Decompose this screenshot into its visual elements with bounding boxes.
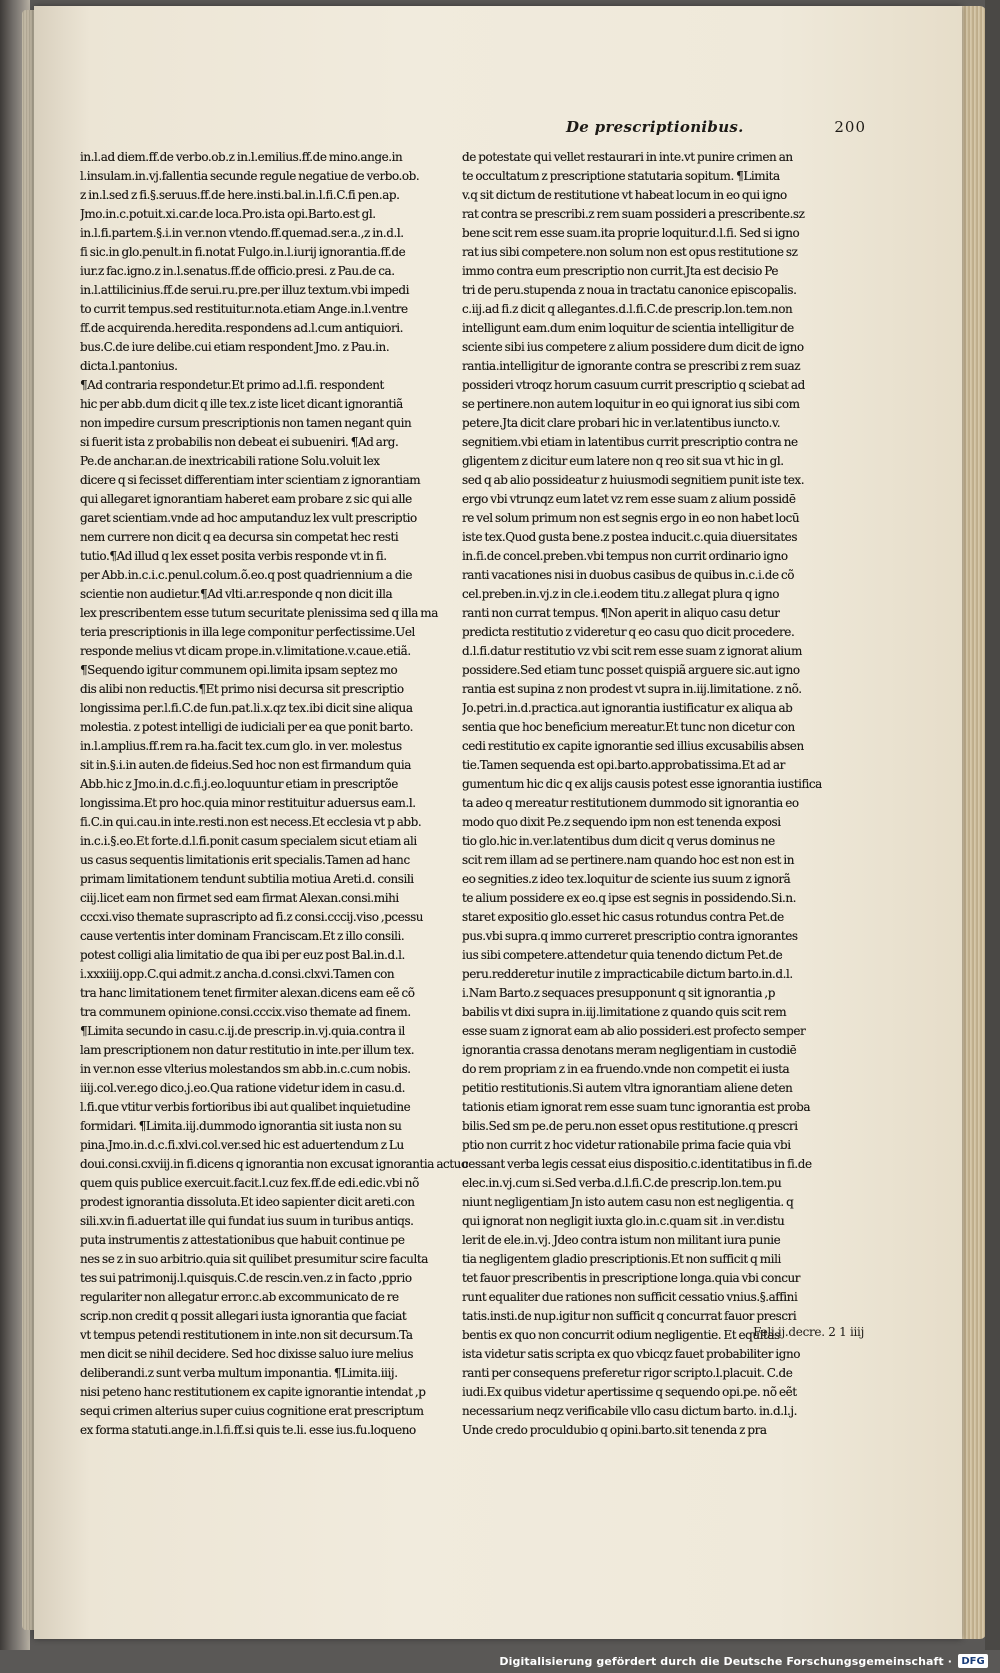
- text-line: ex forma statuti.ange.in.l.fi.ff.si quis te.li. esse ius.fu.loqueno: [80, 1423, 416, 1437]
- running-head: [566, 118, 866, 144]
- text-line: tes sui patrimonij.l.quisquis.C.de rescin.ven.z in facto ,pprio: [80, 1271, 412, 1285]
- text-line: elec.in.vj.cum si.Sed verba.d.l.fi.C.de prescrip.lon.tem.pu: [462, 1176, 782, 1190]
- text-line: in.c.i.§.eo.Et forte.d.l.fi.ponit casum specialem sicut etiam ali: [80, 834, 417, 848]
- text-line: Abb.hic z Jmo.in.d.c.fi.j.eo.loquuntur etiam in prescriptõe: [80, 777, 398, 791]
- text-line: deliberandi.z sunt verba multum imponantia. ¶Limita.iiij.: [80, 1366, 398, 1380]
- text-line: tutio.¶Ad illud q lex esset posita verbis responde vt in fi.: [80, 549, 387, 563]
- text-line: re vel solum primum non est segnis ergo in eo non habet locū: [462, 511, 800, 525]
- text-line: Jmo.in.c.potuit.xi.car.de loca.Pro.ista opi.Barto.est gl.: [80, 207, 376, 221]
- text-line: lerit de ele.in.vj. Jdeo contra istum non militant iura punie: [462, 1233, 781, 1247]
- text-line: peru.redderetur inutile z impracticabile dictum barto.in.d.l.: [462, 967, 793, 981]
- text-line: puta instrumentis z attestationibus que habuit continue pe: [80, 1233, 405, 1247]
- text-line: rat ius sibi competere.non solum non est opus restitutione sz: [462, 245, 798, 259]
- text-line: ta adeo q mereatur restitutionem dummodo sit ignorantia eo: [462, 796, 799, 810]
- text-line: cel.preben.in.vj.z in cle.i.eodem titu.z allegat plura q igno: [462, 587, 780, 601]
- text-line: ista videtur satis scripta ex quo vbicqz fauet probabiliter igno: [462, 1347, 801, 1361]
- text-line: pus.vbi supra.q immo curreret prescriptio contra ignorantes: [462, 929, 798, 943]
- text-line: rat contra se prescribi.z rem suam possideri a prescribente.sz: [462, 207, 805, 221]
- text-line: do rem propriam z in ea fruendo.vnde non competit ei iusta: [462, 1062, 790, 1076]
- text-line: cause vertentis inter dominam Franciscam.Et z illo consili.: [80, 929, 405, 943]
- text-line: si fuerit ista z probabilis non debeat ei subueniri. ¶Ad arg.: [80, 435, 399, 449]
- text-line: molestia. z potest intelligi de iudiciali per ea que ponit barto.: [80, 720, 413, 734]
- text-line: tri de peru.stupenda z noua in tractatu canonice episcopalis.: [462, 283, 797, 297]
- text-line: modo quo dixit Pe.z sequendo ipm non est tenenda exposi: [462, 815, 781, 829]
- footer-credit: Digitalisierung gefördert durch die Deutsche Forschungsgemeinschaft ·: [499, 1655, 952, 1668]
- text-line: sentia que hoc beneficium mereatur.Et tunc non dicetur con: [462, 720, 795, 734]
- text-line: tie.Tamen sequenda est opi.barto.approbatissima.Et ad ar: [462, 758, 785, 772]
- scan-border-right: [985, 0, 1000, 1673]
- text-line: iudi.Ex quibus videtur apertissime q sequendo opi.pe. nõ eẽt: [462, 1385, 797, 1399]
- text-line: v.q sit dictum de restitutione vt habeat locum in eo qui igno: [462, 188, 787, 202]
- text-line: doui.consi.cxviij.in fi.dicens q ignorantia non excusat ignorantia actuo: [80, 1157, 468, 1171]
- text-line: te alium possidere ex eo.q ipse est segnis in possidendo.Si.n.: [462, 891, 797, 905]
- text-line: l.fi.que vtitur verbis fortioribus ibi aut qualibet inquietudine: [80, 1100, 411, 1114]
- text-line: niunt negligentiam Jn isto autem casu non est negligentia. q: [462, 1195, 794, 1209]
- text-line: quem quis publice exercuit.facit.l.cuz fex.ff.de edi.edic.vbi nõ: [80, 1176, 419, 1190]
- text-line: scrip.non credit q possit allegari iusta ignorantia que faciat: [80, 1309, 407, 1323]
- text-line: i.Nam Barto.z sequaces presupponunt q sit ignorantia ,p: [462, 986, 776, 1000]
- text-line: tationis etiam ignorat rem esse suam tunc ignorantia est proba: [462, 1100, 811, 1114]
- text-line: in.l.attilicinius.ff.de serui.ru.pre.per illuz textum.vbi impedi: [80, 283, 410, 297]
- text-line: ¶Limita secundo in casu.c.ij.de prescrip.in.vj.quia.contra il: [80, 1024, 405, 1038]
- text-column-left: [80, 148, 480, 1440]
- text-line: cedi restitutio ex capite ignorantie sed illius excusabilis absen: [462, 739, 804, 753]
- text-line: us casus sequentis limitationis erit specialis.Tamen ad hanc: [80, 853, 410, 867]
- text-line: tio glo.hic in.ver.latentibus dum dicit q verus dominus ne: [462, 834, 775, 848]
- text-line: i.xxxiiij.opp.C.qui admit.z ancha.d.consi.clxvi.Tamen con: [80, 967, 395, 981]
- text-line: responde melius vt dicam prope.in.v.limitatione.v.caue.etiã.: [80, 644, 411, 658]
- text-line: l.insulam.in.vj.fallentia secunde regule negatiue de verbo.ob.: [80, 169, 420, 183]
- text-line: men dicit se nihil decidere. Sed hoc dixisse saluo iure melius: [80, 1347, 414, 1361]
- text-line: staret expositio glo.esset hic casus rotundus contra Pet.de: [462, 910, 784, 924]
- text-line: in.l.ad diem.ff.de verbo.ob.z in.l.emilius.ff.de mino.ange.in: [80, 150, 403, 164]
- text-line: ¶Ad contraria respondetur.Et primo ad.l.fi. respondent: [80, 378, 384, 392]
- text-line: ranti non currat tempus. ¶Non aperit in aliquo casu detur: [462, 606, 780, 620]
- text-line: Pe.de anchar.an.de inextricabili ratione Solu.voluit lex: [80, 454, 380, 468]
- folio-number: 200: [834, 118, 866, 136]
- text-line: fi.C.in qui.cau.in inte.resti.non est necess.Et ecclesia vt p abb.: [80, 815, 422, 829]
- text-line: ff.de acquirenda.heredita.respondens ad.l.cum antiquiori.: [80, 321, 404, 335]
- text-line: possidere.Sed etiam tunc posset quispiã arguere sic.aut igno: [462, 663, 800, 677]
- text-line: sciente sibi ius competere z alium possidere dum dicit de igno: [462, 340, 804, 354]
- text-line: esse suam z ignorat eam ab alio possideri.est profecto semper: [462, 1024, 806, 1038]
- text-line: sit in.§.i.in auten.de fideius.Sed hoc non est firmandum quia: [80, 758, 411, 772]
- text-line: fi sic.in glo.penult.in fi.notat Fulgo.in.l.iurij ignorantia.ff.de: [80, 245, 406, 259]
- text-line: regulariter non allegatur error.c.ab excommunicato de re: [80, 1290, 399, 1304]
- text-line: ranti vacationes nisi in duobus casibus de quibus in.c.i.de cõ: [462, 568, 795, 582]
- text-line: de potestate qui vellet restaurari in inte.vt punire crimen an: [462, 150, 793, 164]
- text-line: c.iij.ad fi.z dicit q allegantes.d.l.fi.C.de prescrip.lon.tem.non: [462, 302, 793, 316]
- text-line: sili.xv.in fi.aduertat ille qui fundat ius suum in turibus antiqs.: [80, 1214, 414, 1228]
- text-line: garet scientiam.vnde ad hoc amputanduz lex vult prescriptio: [80, 511, 417, 525]
- text-line: lam prescriptionem non datur restitutio in inte.per illum tex.: [80, 1043, 415, 1057]
- text-line: qui allegaret ignorantiam haberet eam probare z sic qui alle: [80, 492, 412, 506]
- text-line: qui ignorat non negligit iuxta glo.in.c.quam sit .in ver.distu: [462, 1214, 785, 1228]
- text-line: cessant verba legis cessat eius dispositio.c.identitatibus in fi.de: [462, 1157, 812, 1171]
- text-line: iste tex.Quod gusta bene.z postea inducit.c.quia diuersitates: [462, 530, 798, 544]
- text-line: ignorantia crassa denotans meram negligentiam in custodiē: [462, 1043, 797, 1057]
- text-line: eo segnities.z ideo tex.loquitur de sciente ius suum z ignorã: [462, 872, 791, 886]
- text-line: cccxi.viso themate suprascripto ad fi.z consi.cccij.viso ,pcessu: [80, 910, 424, 924]
- text-line: pina.Jmo.in.d.c.fi.xlvi.col.ver.sed hic est aduertendum z Lu: [80, 1138, 404, 1152]
- dfg-logo: DFG: [958, 1654, 988, 1668]
- text-line: ciij.licet eam non firmet sed eam firmat Alexan.consi.mihi: [80, 891, 399, 905]
- text-line: teria prescriptionis in illa lege componitur perfectissime.Uel: [80, 625, 415, 639]
- text-line: sequi crimen alterius super cuius cognitione erat prescriptum: [80, 1404, 424, 1418]
- text-line: non impedire cursum prescriptionis non tamen negant quin: [80, 416, 412, 430]
- text-line: per Abb.in.c.i.c.penul.colum.õ.eo.q post quadriennium a die: [80, 568, 413, 582]
- text-line: in.l.fi.partem.§.i.in ver.non vtendo.ff.quemad.ser.a.,z in.d.l.: [80, 226, 404, 240]
- text-line: tra hanc limitationem tenet firmiter alexan.dicens eam eẽ cõ: [80, 986, 415, 1000]
- text-line: segnitiem.vbi etiam in latentibus currit prescriptio contra ne: [462, 435, 798, 449]
- text-line: nem currere non dicit q ea decursa sin competat hec resti: [80, 530, 399, 544]
- text-line: longissima per.l.fi.C.de fun.pat.li.x.qz tex.ibi dicit sine aliqua: [80, 701, 413, 715]
- text-column-right: [462, 148, 860, 1440]
- text-line: primam limitationem tendunt subtilia motiua Areti.d. consili: [80, 872, 414, 886]
- text-line: scit rem illam ad se pertinere.nam quando hoc est non est in: [462, 853, 795, 867]
- text-line: bene scit rem esse suam.ita proprie loquitur.d.l.fi. Sed si igno: [462, 226, 800, 240]
- text-line: potest colligi alia limitatio de qua ibi per euz post Bal.in.d.l.: [80, 948, 405, 962]
- text-line: tet fauor prescribentis in prescriptione longa.quia vbi concur: [462, 1271, 801, 1285]
- text-line: prodest ignorantia dissoluta.Et ideo sapienter dicit areti.con: [80, 1195, 415, 1209]
- text-line: te occultatum z prescriptione statutaria sopitum. ¶Limita: [462, 169, 780, 183]
- text-line: necessarium neqz verificabile vllo casu dictum barto. in.d.l.j.: [462, 1404, 797, 1418]
- text-line: in.fi.de concel.preben.vbi tempus non currit ordinario igno: [462, 549, 788, 563]
- text-line: longissima.Et pro hoc.quia minor restituitur aduersus eam.l.: [80, 796, 416, 810]
- text-line: sed q ab alio possideatur z huiusmodi segnitiem punit iste tex.: [462, 473, 805, 487]
- text-line: runt equaliter due rationes non sufficit cessatio vnius.§.affini: [462, 1290, 798, 1304]
- signature-mark: Feli.ij.decre. 2 1 iiij: [753, 1325, 864, 1339]
- text-line: dicere q si fecisset differentiam inter scientiam z ignorantiam: [80, 473, 421, 487]
- text-line: tatis.insti.de nup.igitur non sufficit q concurrat fauor prescri: [462, 1309, 797, 1323]
- text-line: tra communem opinione.consi.cccix.viso themate ad finem.: [80, 1005, 411, 1019]
- text-line: in ver.non esse vlterius molestandos sm abb.in.c.cum nobis.: [80, 1062, 411, 1076]
- text-line: iiij.col.ver.ego dico.j.eo.Qua ratione videtur idem in casu.d.: [80, 1081, 405, 1095]
- text-line: bilis.Sed sm pe.de peru.non esset opus restitutione.q prescri: [462, 1119, 798, 1133]
- text-line: Jo.petri.in.d.practica.aut ignorantia iustificatur ex aliqua ab: [462, 701, 793, 715]
- text-line: babilis vt dixi supra in.iij.limitatione z quando quis scit rem: [462, 1005, 787, 1019]
- text-line: predicta restitutio z videretur q eo casu quo dicit procedere.: [462, 625, 795, 639]
- text-line: possideri vtroqz horum casuum currit prescriptio q sciebat ad: [462, 378, 805, 392]
- right-page-edges: [960, 6, 986, 1639]
- text-line: gligentem z dicitur eum latere non q reo sit sua vt hic in gl.: [462, 454, 784, 468]
- text-line: formidari. ¶Limita.iij.dummodo ignorantia sit iusta non su: [80, 1119, 402, 1133]
- text-line: z in.l.sed z fi.§.seruus.ff.de here.insti.bal.in.l.fi.C.fi pen.ap.: [80, 188, 400, 202]
- text-line: d.l.fi.datur restitutio vz vbi scit rem esse suam z ignorat alium: [462, 644, 802, 658]
- text-line: nisi peteno hanc restitutionem ex capite ignorantie intendat ,p: [80, 1385, 426, 1399]
- text-line: ius sibi competere.attendetur quia tenendo dictum Pet.de: [462, 948, 783, 962]
- text-line: nes se z in suo arbitrio.quia sit quilibet presumitur scire faculta: [80, 1252, 428, 1266]
- text-line: ptio non currit z hoc videtur rationabile prima facie quia vbi: [462, 1138, 791, 1152]
- text-line: se pertinere.non autem loquitur in eo qui ignorat ius sibi com: [462, 397, 800, 411]
- text-line: to currit tempus.sed restituitur.nota.etiam Ange.in.l.ventre: [80, 302, 408, 316]
- running-title: De prescriptionibus.: [566, 118, 744, 136]
- text-line: gumentum hic dic q ex alijs causis potest esse ignorantia iustifica: [462, 777, 822, 791]
- text-line: rantia est supina z non prodest vt supra in.iij.limitatione. z nõ.: [462, 682, 802, 696]
- text-line: vt tempus petendi restitutionem in inte.non sit decursum.Ta: [80, 1328, 413, 1342]
- text-line: petitio restitutionis.Si autem vltra ignorantiam aliene deten: [462, 1081, 793, 1095]
- text-line: tia negligentem gladio prescriptionis.Et non sufficit q mili: [462, 1252, 781, 1266]
- text-line: in.l.amplius.ff.rem ra.ha.facit tex.cum glo. in ver. molestus: [80, 739, 402, 753]
- text-line: ergo vbi vtrunqz eum latet vz rem esse suam z alium possidē: [462, 492, 796, 506]
- text-line: immo contra eum prescriptio non currit.Jta est decisio Pe: [462, 264, 778, 278]
- text-line: scientie non audietur.¶Ad vlti.ar.responde q non dicit illa: [80, 587, 393, 601]
- text-line: hic per abb.dum dicit q ille tex.z iste licet dicant ignorantiã: [80, 397, 403, 411]
- text-line: ¶Sequendo igitur communem opi.limita ipsam septez mo: [80, 663, 398, 677]
- text-line: dis alibi non reductis.¶Et primo nisi decursa sit prescriptio: [80, 682, 404, 696]
- text-line: rantia.intelligitur de ignorante contra se prescribi z rem suaz: [462, 359, 801, 373]
- text-line: dicta.l.pantonius.: [80, 359, 178, 373]
- text-line: Unde credo proculdubio q opini.barto.sit tenenda z pra: [462, 1423, 767, 1437]
- text-line: bentis ex quo non concurrit odium negligentie. Et equitas: [462, 1328, 780, 1342]
- text-line: ranti per consequens preferetur rigor scripto.l.placuit. C.de: [462, 1366, 793, 1380]
- text-line: bus.C.de iure delibe.cui etiam respondent Jmo. z Pau.in.: [80, 340, 390, 354]
- text-line: lex prescribentem esse tutum securitate plenissima sed q illa ma: [80, 606, 438, 620]
- text-line: intelligunt eam.dum enim loquitur de scientia intelligitur de: [462, 321, 794, 335]
- text-line: petere.Jta dicit clare probari hic in ver.latentibus iuncto.v.: [462, 416, 781, 430]
- text-line: iur.z fac.igno.z in.l.senatus.ff.de officio.presi. z Pau.de ca.: [80, 264, 395, 278]
